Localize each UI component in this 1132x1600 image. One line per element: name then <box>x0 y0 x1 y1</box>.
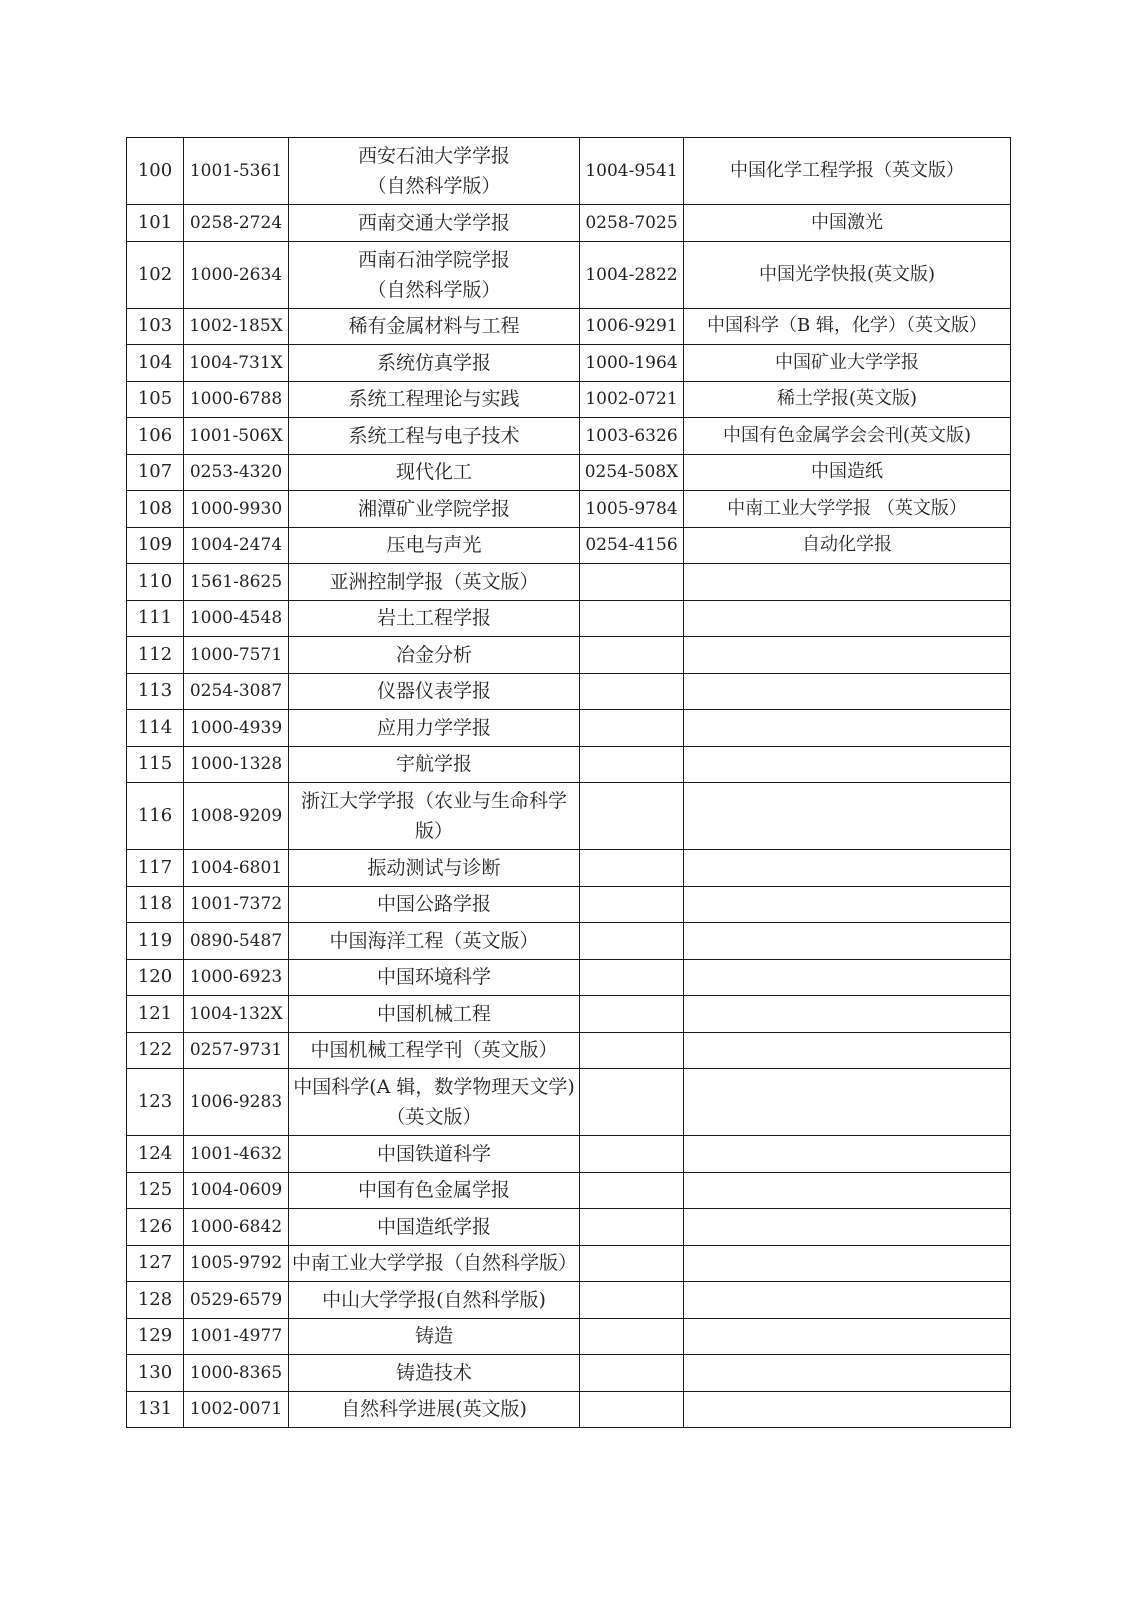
row-number: 101 <box>127 205 184 242</box>
issn-cell-right: 1006-9291 <box>580 308 684 345</box>
issn-cell: 1006-9283 <box>184 1069 289 1136</box>
issn-cell: 1004-731X <box>184 345 289 382</box>
row-number: 100 <box>127 138 184 205</box>
issn-cell: 0253-4320 <box>184 454 289 491</box>
journal-name-cell: 中国机械工程 <box>289 996 580 1033</box>
table-row <box>127 1209 1011 1246</box>
journal-name-cell-right: 中国造纸 <box>684 454 1011 491</box>
row-number: 107 <box>127 454 184 491</box>
table-row <box>127 527 1011 564</box>
issn-cell: 1004-6801 <box>184 850 289 887</box>
journal-name-cell-right <box>684 710 1011 747</box>
journal-name-cell: 冶金分析 <box>289 637 580 674</box>
row-number: 125 <box>127 1172 184 1209</box>
issn-cell-right <box>580 996 684 1033</box>
table-row <box>127 600 1011 637</box>
row-number: 117 <box>127 850 184 887</box>
row-number: 114 <box>127 710 184 747</box>
table-row <box>127 1282 1011 1319</box>
journal-name-cell: 中国公路学报 <box>289 886 580 923</box>
journal-name-cell: 浙江大学学报（农业与生命科学 版） <box>289 783 580 850</box>
issn-cell: 1000-9930 <box>184 491 289 528</box>
table-row <box>127 886 1011 923</box>
table-row <box>127 1069 1011 1136</box>
journal-name-cell: 稀有金属材料与工程 <box>289 308 580 345</box>
journal-name-cell-right: 中国激光 <box>684 205 1011 242</box>
table-row <box>127 1355 1011 1392</box>
journal-name-cell-right: 稀土学报(英文版) <box>684 381 1011 418</box>
issn-cell-right <box>580 1136 684 1173</box>
journal-name-cell: 西南石油学院学报 （自然科学版） <box>289 241 580 308</box>
table-row <box>127 418 1011 455</box>
issn-cell-right: 1003-6326 <box>580 418 684 455</box>
journal-name-cell: 系统工程与电子技术 <box>289 418 580 455</box>
row-number: 123 <box>127 1069 184 1136</box>
journal-name-cell-right: 中南工业大学学报 （英文版） <box>684 491 1011 528</box>
journal-name-cell: 现代化工 <box>289 454 580 491</box>
issn-cell: 1000-7571 <box>184 637 289 674</box>
journal-name-cell: 西安石油大学学报 （自然科学版） <box>289 138 580 205</box>
journal-name-cell-right <box>684 1172 1011 1209</box>
journal-name-cell: 中国铁道科学 <box>289 1136 580 1173</box>
journal-name-cell: 亚洲控制学报（英文版） <box>289 564 580 601</box>
table-row <box>127 1245 1011 1282</box>
table-row <box>127 996 1011 1033</box>
issn-cell: 1000-4939 <box>184 710 289 747</box>
issn-cell-right <box>580 783 684 850</box>
issn-cell-right: 0258-7025 <box>580 205 684 242</box>
journal-name-cell-right <box>684 1245 1011 1282</box>
journal-name-cell: 振动测试与诊断 <box>289 850 580 887</box>
table-row <box>127 746 1011 783</box>
issn-cell: 1005-9792 <box>184 1245 289 1282</box>
table-row <box>127 308 1011 345</box>
table-row <box>127 959 1011 996</box>
row-number: 109 <box>127 527 184 564</box>
row-number: 103 <box>127 308 184 345</box>
issn-cell-right <box>580 886 684 923</box>
table-row <box>127 673 1011 710</box>
issn-cell: 1001-4632 <box>184 1136 289 1173</box>
journal-name-cell: 湘潭矿业学院学报 <box>289 491 580 528</box>
issn-cell-right: 1004-2822 <box>580 241 684 308</box>
journal-name-cell-right <box>684 996 1011 1033</box>
issn-cell: 1004-0609 <box>184 1172 289 1209</box>
journal-name-cell-right <box>684 600 1011 637</box>
issn-cell-right <box>580 637 684 674</box>
journal-name-cell: 西南交通大学学报 <box>289 205 580 242</box>
issn-cell-right <box>580 850 684 887</box>
journal-name-cell-right: 中国光学快报(英文版) <box>684 241 1011 308</box>
issn-cell-right <box>580 1391 684 1428</box>
journal-name-cell: 中国海洋工程（英文版） <box>289 923 580 960</box>
issn-cell: 1002-0071 <box>184 1391 289 1428</box>
row-number: 105 <box>127 381 184 418</box>
table-row <box>127 923 1011 960</box>
journal-name-cell: 铸造 <box>289 1318 580 1355</box>
row-number: 131 <box>127 1391 184 1428</box>
table-row <box>127 241 1011 308</box>
journal-name-cell: 中国有色金属学报 <box>289 1172 580 1209</box>
issn-cell-right <box>580 1282 684 1319</box>
issn-cell: 1561-8625 <box>184 564 289 601</box>
journal-name-cell-right <box>684 1355 1011 1392</box>
issn-cell-right <box>580 1355 684 1392</box>
journal-name-cell-right <box>684 923 1011 960</box>
issn-cell: 1001-5361 <box>184 138 289 205</box>
journal-name-cell-right <box>684 746 1011 783</box>
issn-cell-right: 1004-9541 <box>580 138 684 205</box>
issn-cell-right <box>580 600 684 637</box>
row-number: 104 <box>127 345 184 382</box>
table-row <box>127 1032 1011 1069</box>
issn-cell-right: 1000-1964 <box>580 345 684 382</box>
journal-name-cell: 岩土工程学报 <box>289 600 580 637</box>
journal-name-cell: 中国机械工程学刊（英文版） <box>289 1032 580 1069</box>
journal-name-cell-right <box>684 959 1011 996</box>
journal-name-cell: 仪器仪表学报 <box>289 673 580 710</box>
journal-name-cell-right: 中国有色金属学会会刊(英文版) <box>684 418 1011 455</box>
issn-cell: 1001-4977 <box>184 1318 289 1355</box>
issn-cell-right <box>580 1318 684 1355</box>
journal-name-cell: 压电与声光 <box>289 527 580 564</box>
journal-name-cell-right: 中国化学工程学报（英文版） <box>684 138 1011 205</box>
journal-name-cell-right <box>684 1391 1011 1428</box>
issn-cell-right: 1002-0721 <box>580 381 684 418</box>
journal-name-cell-right <box>684 1032 1011 1069</box>
issn-cell: 1004-132X <box>184 996 289 1033</box>
journal-name-cell: 宇航学报 <box>289 746 580 783</box>
table-row <box>127 205 1011 242</box>
issn-cell-right <box>580 673 684 710</box>
table-row <box>127 1172 1011 1209</box>
journal-name-cell-right <box>684 1136 1011 1173</box>
row-number: 110 <box>127 564 184 601</box>
journal-name-cell-right: 自动化学报 <box>684 527 1011 564</box>
table-row <box>127 850 1011 887</box>
journal-name-cell-right <box>684 1318 1011 1355</box>
issn-cell-right: 1005-9784 <box>580 491 684 528</box>
row-number: 130 <box>127 1355 184 1392</box>
journal-name-cell-right <box>684 850 1011 887</box>
row-number: 116 <box>127 783 184 850</box>
journal-name-cell-right <box>684 1282 1011 1319</box>
issn-cell: 1000-2634 <box>184 241 289 308</box>
issn-cell: 1000-8365 <box>184 1355 289 1392</box>
issn-cell: 1008-9209 <box>184 783 289 850</box>
row-number: 115 <box>127 746 184 783</box>
row-number: 122 <box>127 1032 184 1069</box>
journal-table-body <box>127 138 1011 1428</box>
journal-name-cell: 系统仿真学报 <box>289 345 580 382</box>
journal-name-cell: 中山大学学报(自然科学版) <box>289 1282 580 1319</box>
issn-cell-right <box>580 923 684 960</box>
journal-table <box>126 137 1011 1428</box>
row-number: 112 <box>127 637 184 674</box>
table-row <box>127 564 1011 601</box>
issn-cell: 1001-506X <box>184 418 289 455</box>
issn-cell: 1000-1328 <box>184 746 289 783</box>
issn-cell: 1000-6923 <box>184 959 289 996</box>
table-row <box>127 1391 1011 1428</box>
journal-name-cell-right <box>684 673 1011 710</box>
journal-name-cell-right <box>684 637 1011 674</box>
issn-cell-right <box>580 710 684 747</box>
table-row <box>127 345 1011 382</box>
row-number: 129 <box>127 1318 184 1355</box>
issn-cell: 1000-4548 <box>184 600 289 637</box>
issn-cell-right <box>580 1032 684 1069</box>
row-number: 121 <box>127 996 184 1033</box>
row-number: 113 <box>127 673 184 710</box>
journal-name-cell: 系统工程理论与实践 <box>289 381 580 418</box>
table-row <box>127 1318 1011 1355</box>
row-number: 119 <box>127 923 184 960</box>
journal-name-cell-right <box>684 564 1011 601</box>
table-row <box>127 783 1011 850</box>
journal-name-cell: 中国科学(A 辑，数学物理天文学) （英文版） <box>289 1069 580 1136</box>
issn-cell-right <box>580 959 684 996</box>
table-row <box>127 138 1011 205</box>
journal-name-cell-right: 中国矿业大学学报 <box>684 345 1011 382</box>
issn-cell: 0258-2724 <box>184 205 289 242</box>
journal-name-cell: 自然科学进展(英文版) <box>289 1391 580 1428</box>
row-number: 127 <box>127 1245 184 1282</box>
issn-cell: 0254-3087 <box>184 673 289 710</box>
journal-name-cell-right <box>684 886 1011 923</box>
row-number: 126 <box>127 1209 184 1246</box>
row-number: 108 <box>127 491 184 528</box>
row-number: 118 <box>127 886 184 923</box>
row-number: 106 <box>127 418 184 455</box>
journal-name-cell: 中国造纸学报 <box>289 1209 580 1246</box>
journal-name-cell: 应用力学学报 <box>289 710 580 747</box>
issn-cell-right <box>580 1209 684 1246</box>
issn-cell: 1000-6842 <box>184 1209 289 1246</box>
issn-cell-right <box>580 1172 684 1209</box>
journal-name-cell-right <box>684 1209 1011 1246</box>
issn-cell: 0257-9731 <box>184 1032 289 1069</box>
issn-cell-right: 0254-4156 <box>580 527 684 564</box>
row-number: 124 <box>127 1136 184 1173</box>
journal-name-cell-right <box>684 783 1011 850</box>
row-number: 111 <box>127 600 184 637</box>
journal-name-cell: 中南工业大学学报（自然科学版） <box>289 1245 580 1282</box>
issn-cell-right <box>580 1069 684 1136</box>
journal-name-cell-right <box>684 1069 1011 1136</box>
issn-cell: 1000-6788 <box>184 381 289 418</box>
table-row <box>127 1136 1011 1173</box>
issn-cell-right <box>580 746 684 783</box>
journal-name-cell: 铸造技术 <box>289 1355 580 1392</box>
journal-name-cell-right: 中国科学（B 辑，化学）（英文版） <box>684 308 1011 345</box>
journal-name-cell: 中国环境科学 <box>289 959 580 996</box>
issn-cell-right: 0254-508X <box>580 454 684 491</box>
issn-cell-right <box>580 1245 684 1282</box>
row-number: 120 <box>127 959 184 996</box>
table-row <box>127 454 1011 491</box>
issn-cell: 0890-5487 <box>184 923 289 960</box>
table-row <box>127 637 1011 674</box>
table-row <box>127 381 1011 418</box>
issn-cell: 1002-185X <box>184 308 289 345</box>
issn-cell: 1004-2474 <box>184 527 289 564</box>
table-row <box>127 710 1011 747</box>
row-number: 128 <box>127 1282 184 1319</box>
row-number: 102 <box>127 241 184 308</box>
issn-cell: 0529-6579 <box>184 1282 289 1319</box>
table-row <box>127 491 1011 528</box>
issn-cell: 1001-7372 <box>184 886 289 923</box>
issn-cell-right <box>580 564 684 601</box>
